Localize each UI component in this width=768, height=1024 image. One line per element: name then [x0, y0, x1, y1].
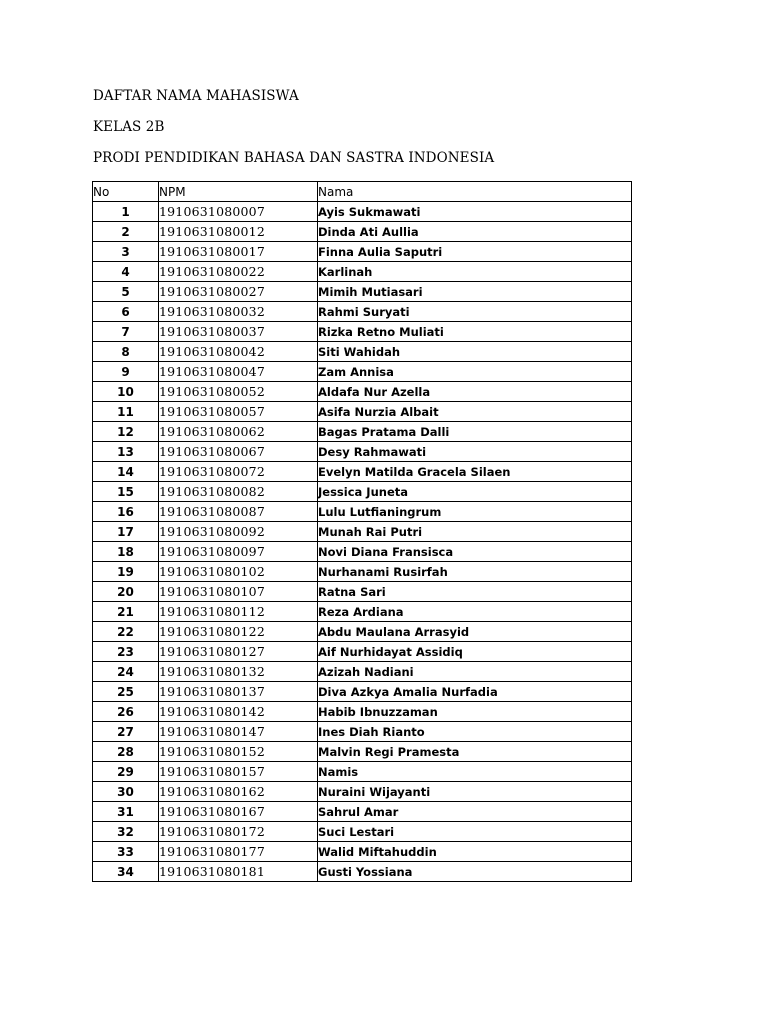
row-number: 2 [93, 222, 159, 242]
row-name: Bagas Pratama Dalli [318, 422, 632, 442]
row-npm: 1910631080027 [159, 282, 318, 302]
row-number: 25 [93, 682, 159, 702]
column-header-npm: NPM [159, 182, 318, 202]
row-number: 6 [93, 302, 159, 322]
row-name: Siti Wahidah [318, 342, 632, 362]
row-name: Azizah Nadiani [318, 662, 632, 682]
table-row [93, 242, 632, 262]
row-name: Namis [318, 762, 632, 782]
table-row [93, 742, 632, 762]
row-npm: 1910631080017 [159, 242, 318, 262]
row-npm: 1910631080147 [159, 722, 318, 742]
row-name: Ines Diah Rianto [318, 722, 632, 742]
row-npm: 1910631080132 [159, 662, 318, 682]
row-name: Gusti Yossiana [318, 862, 632, 882]
row-name: Dinda Ati Aullia [318, 222, 632, 242]
table-row [93, 542, 632, 562]
row-npm: 1910631080122 [159, 622, 318, 642]
row-number: 8 [93, 342, 159, 362]
row-npm: 1910631080052 [159, 382, 318, 402]
row-name: Munah Rai Putri [318, 522, 632, 542]
row-name: Ayis Sukmawati [318, 202, 632, 222]
table-row [93, 282, 632, 302]
row-npm: 1910631080152 [159, 742, 318, 762]
row-number: 1 [93, 202, 159, 222]
table-row [93, 342, 632, 362]
table-row [93, 522, 632, 542]
row-name: Evelyn Matilda Gracela Silaen [318, 462, 632, 482]
table-row [93, 682, 632, 702]
row-npm: 1910631080087 [159, 502, 318, 522]
row-number: 12 [93, 422, 159, 442]
table-row [93, 722, 632, 742]
table-row [93, 382, 632, 402]
row-number: 34 [93, 862, 159, 882]
row-number: 29 [93, 762, 159, 782]
row-number: 14 [93, 462, 159, 482]
row-number: 21 [93, 602, 159, 622]
row-npm: 1910631080047 [159, 362, 318, 382]
row-npm: 1910631080112 [159, 602, 318, 622]
row-name: Jessica Juneta [318, 482, 632, 502]
row-name: Mimih Mutiasari [318, 282, 632, 302]
column-header-no: No [93, 182, 159, 202]
row-name: Aif Nurhidayat Assidiq [318, 642, 632, 662]
row-name: Diva Azkya Amalia Nurfadia [318, 682, 632, 702]
row-name: Nuraini Wijayanti [318, 782, 632, 802]
row-npm: 1910631080042 [159, 342, 318, 362]
table-row [93, 602, 632, 622]
row-number: 11 [93, 402, 159, 422]
class-line: KELAS 2B [93, 119, 165, 135]
table-row [93, 482, 632, 502]
row-npm: 1910631080032 [159, 302, 318, 322]
table-row [93, 862, 632, 882]
row-npm: 1910631080012 [159, 222, 318, 242]
row-number: 32 [93, 822, 159, 842]
row-name: Karlinah [318, 262, 632, 282]
row-name: Reza Ardiana [318, 602, 632, 622]
table-row [93, 622, 632, 642]
row-npm: 1910631080067 [159, 442, 318, 462]
row-number: 27 [93, 722, 159, 742]
row-name: Finna Aulia Saputri [318, 242, 632, 262]
table-row [93, 502, 632, 522]
row-name: Lulu Lutfianingrum [318, 502, 632, 522]
row-npm: 1910631080162 [159, 782, 318, 802]
row-name: Walid Miftahuddin [318, 842, 632, 862]
row-number: 30 [93, 782, 159, 802]
table-row [93, 762, 632, 782]
row-npm: 1910631080072 [159, 462, 318, 482]
table-row [93, 782, 632, 802]
row-npm: 1910631080127 [159, 642, 318, 662]
row-number: 9 [93, 362, 159, 382]
row-number: 33 [93, 842, 159, 862]
row-number: 17 [93, 522, 159, 542]
row-name: Asifa Nurzia Albait [318, 402, 632, 422]
table-row [93, 462, 632, 482]
table-row [93, 562, 632, 582]
row-number: 10 [93, 382, 159, 402]
row-npm: 1910631080137 [159, 682, 318, 702]
table-row [93, 302, 632, 322]
row-npm: 1910631080092 [159, 522, 318, 542]
row-name: Abdu Maulana Arrasyid [318, 622, 632, 642]
student-table [92, 181, 632, 882]
row-name: Sahrul Amar [318, 802, 632, 822]
row-number: 18 [93, 542, 159, 562]
row-number: 22 [93, 622, 159, 642]
row-number: 26 [93, 702, 159, 722]
row-name: Ratna Sari [318, 582, 632, 602]
table-row [93, 702, 632, 722]
row-npm: 1910631080157 [159, 762, 318, 782]
row-number: 16 [93, 502, 159, 522]
table-row [93, 662, 632, 682]
table-body [93, 202, 632, 882]
table-row [93, 442, 632, 462]
row-npm: 1910631080107 [159, 582, 318, 602]
row-number: 24 [93, 662, 159, 682]
row-name: Rahmi Suryati [318, 302, 632, 322]
table-row [93, 362, 632, 382]
table-row [93, 202, 632, 222]
row-npm: 1910631080057 [159, 402, 318, 422]
row-npm: 1910631080097 [159, 542, 318, 562]
table-row [93, 422, 632, 442]
table-row [93, 642, 632, 662]
column-header-nama: Nama [318, 182, 632, 202]
row-npm: 1910631080037 [159, 322, 318, 342]
row-npm: 1910631080022 [159, 262, 318, 282]
row-number: 7 [93, 322, 159, 342]
row-name: Zam Annisa [318, 362, 632, 382]
row-number: 19 [93, 562, 159, 582]
document-title: DAFTAR NAMA MAHASISWA [93, 88, 299, 104]
row-number: 13 [93, 442, 159, 462]
row-name: Nurhanami Rusirfah [318, 562, 632, 582]
row-npm: 1910631080062 [159, 422, 318, 442]
row-name: Desy Rahmawati [318, 442, 632, 462]
table-row [93, 842, 632, 862]
table-row [93, 802, 632, 822]
row-number: 28 [93, 742, 159, 762]
table-row [93, 822, 632, 842]
row-npm: 1910631080177 [159, 842, 318, 862]
row-name: Novi Diana Fransisca [318, 542, 632, 562]
row-npm: 1910631080172 [159, 822, 318, 842]
row-name: Aldafa Nur Azella [318, 382, 632, 402]
table-row [93, 262, 632, 282]
row-npm: 1910631080142 [159, 702, 318, 722]
row-name: Suci Lestari [318, 822, 632, 842]
table-row [93, 322, 632, 342]
row-number: 23 [93, 642, 159, 662]
row-name: Malvin Regi Pramesta [318, 742, 632, 762]
table-row [93, 402, 632, 422]
row-npm: 1910631080082 [159, 482, 318, 502]
row-npm: 1910631080007 [159, 202, 318, 222]
row-npm: 1910631080167 [159, 802, 318, 822]
row-number: 4 [93, 262, 159, 282]
row-number: 15 [93, 482, 159, 502]
row-npm: 1910631080181 [159, 862, 318, 882]
program-line: PRODI PENDIDIKAN BAHASA DAN SASTRA INDONESIA [93, 150, 495, 166]
row-number: 20 [93, 582, 159, 602]
row-number: 5 [93, 282, 159, 302]
table-row [93, 582, 632, 602]
row-number: 31 [93, 802, 159, 822]
table-header-row [93, 182, 632, 202]
row-name: Rizka Retno Muliati [318, 322, 632, 342]
table-row [93, 222, 632, 242]
row-number: 3 [93, 242, 159, 262]
row-name: Habib Ibnuzzaman [318, 702, 632, 722]
row-npm: 1910631080102 [159, 562, 318, 582]
